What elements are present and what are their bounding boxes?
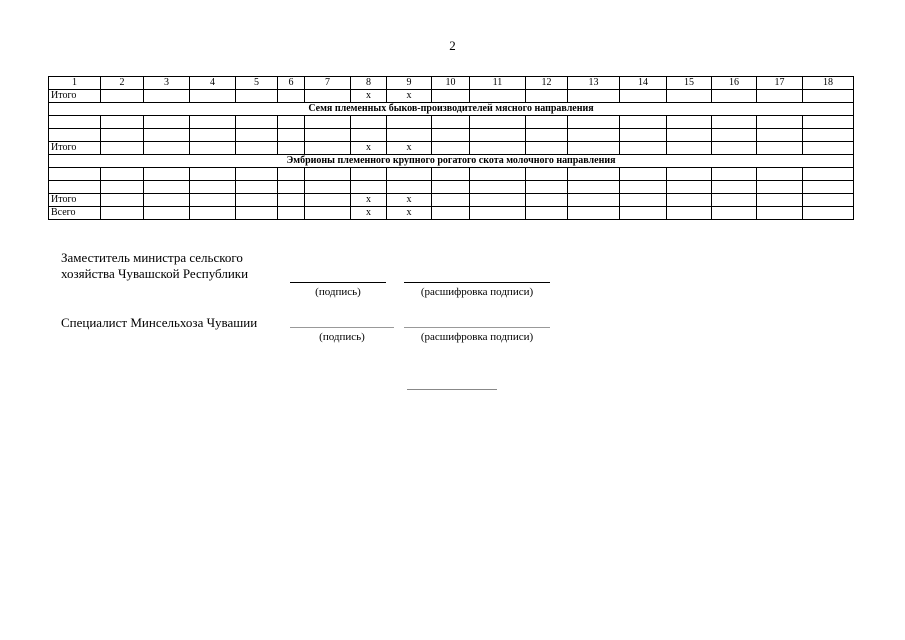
page-number: 2 [449,38,456,53]
table-cell [620,116,667,129]
row-label-cell [49,129,101,142]
table-cell [803,207,854,220]
table-cell [757,168,803,181]
table-cell [305,207,351,220]
table-cell [236,168,278,181]
table-cell [620,90,667,103]
table-cell [470,116,526,129]
table-cell [526,181,568,194]
table-cell [101,142,144,155]
table-cell [432,194,470,207]
column-header: 7 [305,77,351,90]
table-cell [305,181,351,194]
table-cell [278,142,305,155]
table-cell [803,142,854,155]
table-cell: х [351,90,387,103]
table-cell [803,90,854,103]
table-cell [712,129,757,142]
table-cell [526,90,568,103]
table-cell [757,207,803,220]
table-cell [101,168,144,181]
table-cell [568,181,620,194]
table-cell [305,129,351,142]
table-cell [305,142,351,155]
deputy-signature-caption: (подпись) [315,286,361,298]
table-cell [667,129,712,142]
table-cell [470,181,526,194]
table-cell [803,181,854,194]
table-cell [470,207,526,220]
table-cell [432,116,470,129]
table-row [49,181,854,194]
table-cell [101,181,144,194]
table-cell [305,194,351,207]
table-cell [144,181,190,194]
table-cell [351,116,387,129]
table-cell [144,194,190,207]
table-cell [620,194,667,207]
table-cell [470,194,526,207]
column-header: 11 [470,77,526,90]
table-cell: х [387,194,432,207]
report-table [48,76,854,220]
table-cell [305,168,351,181]
table-cell [757,116,803,129]
table-cell [190,129,236,142]
column-header: 10 [432,77,470,90]
row-label-cell: Всего [49,207,101,220]
table-cell [568,116,620,129]
header-row [49,77,854,90]
table-cell [470,90,526,103]
column-header: 8 [351,77,387,90]
table-cell [278,129,305,142]
column-header: 15 [667,77,712,90]
row-label-cell [49,116,101,129]
column-header: 17 [757,77,803,90]
table-cell [568,129,620,142]
table-cell [387,168,432,181]
table-cell: х [387,90,432,103]
table-cell [568,90,620,103]
table-cell [101,129,144,142]
table-cell [305,90,351,103]
table-row [49,207,854,220]
table-row [49,194,854,207]
table-cell [190,142,236,155]
table-cell [432,181,470,194]
table-cell [667,181,712,194]
table-cell [432,142,470,155]
column-header: 3 [144,77,190,90]
table-cell [387,116,432,129]
row-label-cell: Итого [49,90,101,103]
deputy-decoding-caption: (расшифровка подписи) [420,286,534,298]
specialist-decoding-line [404,327,550,328]
table-cell [351,181,387,194]
table-cell [712,207,757,220]
table-cell [803,116,854,129]
table-cell [712,116,757,129]
table-cell [757,90,803,103]
table-cell [803,194,854,207]
table-cell [620,181,667,194]
table-cell [190,168,236,181]
table-cell [757,194,803,207]
table-cell [712,90,757,103]
table-cell [190,116,236,129]
specialist-title: Специалист Минсельхоза Чувашии [61,315,258,330]
column-header: 16 [712,77,757,90]
table-row [49,90,854,103]
table-cell [236,194,278,207]
table-cell: х [351,207,387,220]
deputy-minister-line2: хозяйства Чувашской Республики [61,266,249,281]
specialist-decoding-caption: (расшифровка подписи) [420,331,534,343]
table-cell: х [351,194,387,207]
table-cell [526,207,568,220]
table-cell [620,207,667,220]
section-heading-row [49,155,854,168]
row-label-cell: Итого [49,194,101,207]
table-cell [432,207,470,220]
table-cell [278,116,305,129]
deputy-minister-line1: Заместитель министра сельского [61,250,243,265]
report-table-body [49,77,854,220]
column-header: 2 [101,77,144,90]
table-cell [568,207,620,220]
table-row [49,129,854,142]
table-cell [620,129,667,142]
table-cell [667,194,712,207]
table-cell [144,129,190,142]
table-cell [236,207,278,220]
table-cell [190,181,236,194]
deputy-minister-title [61,250,248,282]
specialist-signature-caption: (подпись) [319,331,365,343]
table-cell [432,168,470,181]
table-cell [667,116,712,129]
table-cell [144,116,190,129]
table-cell [667,168,712,181]
table-cell [278,90,305,103]
table-row [49,168,854,181]
table-cell [803,129,854,142]
table-cell [712,168,757,181]
table-cell [278,207,305,220]
deputy-decoding-line [404,282,550,283]
row-label-cell [49,181,101,194]
table-cell [757,181,803,194]
column-header: 18 [803,77,854,90]
table-cell [470,168,526,181]
table-cell [526,129,568,142]
table-cell [526,194,568,207]
table-cell [101,116,144,129]
column-header: 4 [190,77,236,90]
table-cell [432,90,470,103]
row-label-cell: Итого [49,142,101,155]
row-label-cell [49,168,101,181]
table-cell [351,168,387,181]
table-cell [470,142,526,155]
table-cell [144,142,190,155]
table-cell [190,207,236,220]
column-header: 5 [236,77,278,90]
table-cell [190,90,236,103]
table-cell [526,116,568,129]
table-cell [278,194,305,207]
table-cell [712,181,757,194]
table-cell [803,168,854,181]
table-cell [101,207,144,220]
section-heading: Семя племенных быков-производителей мясного направления [49,103,854,116]
table-cell [620,142,667,155]
table-cell [526,168,568,181]
specialist-signature-line [290,327,394,328]
table-cell: х [351,142,387,155]
table-cell [387,181,432,194]
table-cell [144,90,190,103]
column-header: 13 [568,77,620,90]
table-cell: х [387,142,432,155]
table-cell: х [387,207,432,220]
column-header: 9 [387,77,432,90]
table-cell [568,142,620,155]
table-cell [470,129,526,142]
table-row [49,116,854,129]
section-heading-row [49,103,854,116]
table-cell [757,129,803,142]
table-cell [351,129,387,142]
table-cell [712,142,757,155]
table-cell [236,90,278,103]
table-cell [236,142,278,155]
table-cell [526,142,568,155]
table-cell [144,207,190,220]
table-cell [432,129,470,142]
table-cell [712,194,757,207]
table-cell [101,194,144,207]
table-cell [101,90,144,103]
table-cell [236,129,278,142]
table-cell [387,129,432,142]
deputy-signature-line [290,282,386,283]
column-header: 14 [620,77,667,90]
table-cell [236,181,278,194]
table-cell [568,194,620,207]
footer-rule [407,389,497,390]
table-cell [667,90,712,103]
table-cell [144,168,190,181]
section-heading: Эмбрионы племенного крупного рогатого скота молочного направления [49,155,854,168]
table-cell [278,168,305,181]
table-cell [190,194,236,207]
table-cell [667,142,712,155]
column-header: 12 [526,77,568,90]
column-header: 6 [278,77,305,90]
table-cell [236,116,278,129]
table-cell [568,168,620,181]
table-cell [278,181,305,194]
column-header: 1 [49,77,101,90]
table-cell [620,168,667,181]
table-cell [757,142,803,155]
table-cell [305,116,351,129]
table-cell [667,207,712,220]
table-row [49,142,854,155]
